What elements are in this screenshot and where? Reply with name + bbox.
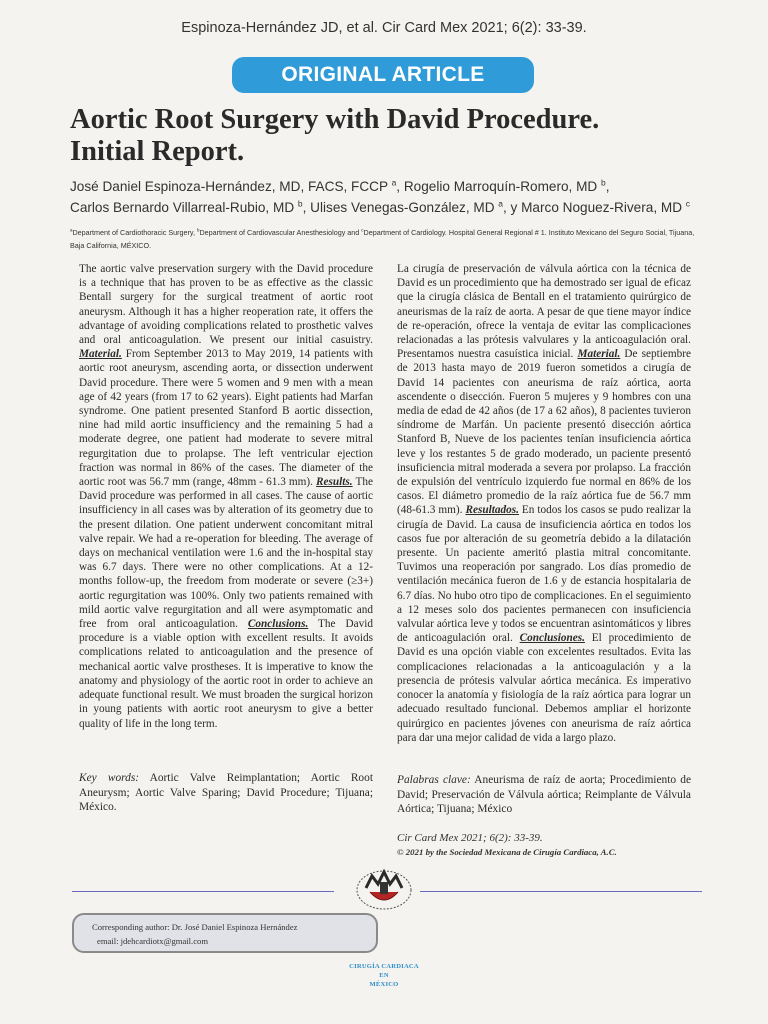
affiliation-marker: b bbox=[297, 198, 303, 209]
corresponding-email: email: jdehcardiotx@gmail.com bbox=[97, 936, 209, 946]
abstract-text: From September 2013 to May 2019, 14 patients with aortic root aneurysm, ascending aorta, or dissection underwent David procedure. There were 5 women and 9 men with a mean age of 42 years (from 17 to 62 years). Eight patients had Marfan syndrome. One patient presented Stanford B aortic dissection, nine had mild aortic insufficiency and the remaining 5 had a moderate degree, one patient had moderate to severe mitral regurgitation due to prolapse. The left ventricular ejection fraction was normal in 86% of the cases. The diameter of the aortic root was 56.7 mm (range, 48mm - 61.3 mm). bbox=[79, 348, 373, 489]
copyright-notice: © 2021 by the Sociedad Mexicana de Cirugía Cardiaca, A.C. bbox=[397, 847, 617, 857]
society-emblem-icon bbox=[354, 864, 414, 912]
author-list bbox=[70, 176, 720, 218]
author-text: , bbox=[605, 179, 610, 194]
footer-divider-left bbox=[72, 891, 334, 892]
keywords-text: Aortic Valve Reimplantation; Aortic Root Aneurysm; Aortic Valve Sparing; David Procedure; Tijuana; México. bbox=[79, 772, 373, 814]
affiliation-text: Department of Cardiovascular Anesthesiology and bbox=[199, 228, 362, 237]
journal-citation: Espinoza-Hernández JD, et al. Cir Card Mex 2021; 6(2): 33-39. bbox=[181, 20, 587, 36]
abstract-text: En todos los casos se pudo realizar la cirugía de David. La causa de insuficiencia aórtica en todos los casos fue por alteración de su geometría debido a la dilatación presente. Un paciente ameritó plastia mitral concomitante. Tuvimos una reoperación por sangrado. Los días promedio de ventilación mecánica fueron de 1.6 y de estancia hospitalaria de 6.7 días. No hubo otro tipo de complicaciones. En el seguimiento a 12 meses solo dos pacientes permanecen con insuficiencia valvular aórtica leve y todos se encuentran asintomáticos y libres de anticoagulación oral. bbox=[397, 504, 692, 645]
keywords-label: Key words: bbox=[79, 772, 140, 784]
author-text: Carlos Bernardo Villarreal-Rubio, MD bbox=[70, 200, 298, 215]
author-text: , Rogelio Marroquín-Romero, MD bbox=[396, 179, 602, 194]
abstract-english bbox=[79, 262, 373, 731]
affiliations bbox=[70, 226, 700, 252]
correspondence-box bbox=[72, 913, 378, 953]
affiliation-marker: b bbox=[197, 227, 200, 233]
journal-logo-text bbox=[318, 962, 450, 989]
abstract-text: La cirugía de preservación de válvula aórtica con la técnica de David es un procedimiento que ha demostrado ser igual de eficaz que la cirugía clásica de Bentall en el tratamiento quirúrgico de aneurismas de la raíz de aorta. A pesar de que tiene mayor índice de re-operación, ofrece la ventaja de evitar las complicaciones relacionadas a las prótesis valvulares y la anticoagulación oral. Presentamos nuestra casuística inicial. bbox=[397, 263, 691, 361]
abstract-text: The David procedure was performed in all cases. The cause of aortic insufficiency in all cases was by alteration of its geometry due to the present dilation. One patient underwent concomitant mitral valve repair. We had a re-operation for bleeding. The average of days on mechanical ventilation were 1.6 and the in-hospital stay was 6.7 days. There were no other complications. At a 12-months follow-up, the freedom from moderate or severe (≥3+) aortic regurgitation was 100%. Only two patients remained with mild aortic valve regurgitation and all were asymptomatic and free from oral anticoagulation. bbox=[79, 476, 373, 631]
abstract-text: El procedimiento de David es una opción viable con excelentes resultados. Evita las complicaciones relacionadas a la anticoagulación y a la presencia de prótesis valvular aórtica mecánica. Es imperativo conocer la anatomía y fisiología de la raíz aórtica para lograr un adecuado resultado funcional. Debemos ampliar el horizonte quirúrgico en pacientes jóvenes con aneurisma de raíz aórtica para dar una mejor calidad de vida a largo plazo. bbox=[397, 632, 691, 744]
affiliation-marker: c bbox=[685, 198, 691, 209]
material-heading: Material. bbox=[577, 348, 621, 361]
author-text: , Ulises Venegas-González, MD bbox=[302, 200, 499, 215]
results-heading: Resultados. bbox=[465, 504, 519, 517]
section-badge: ORIGINAL ARTICLE bbox=[232, 57, 534, 93]
corresponding-author: Corresponding author: Dr. José Daniel Espinoza Hernández bbox=[92, 922, 298, 932]
keywords-spanish bbox=[397, 773, 691, 817]
journal-logo-line: MÉXICO bbox=[369, 981, 399, 988]
title-line-1: Aortic Root Surgery with David Procedure. bbox=[70, 104, 600, 135]
keywords-text: Aneurisma de raíz de aorta; Procedimiento de David; Preservación de Válvula aórtica; Reimplante de Válvula Aórtica; Tijuana; México bbox=[397, 774, 692, 816]
keywords-english bbox=[79, 771, 373, 815]
footer-divider-right bbox=[420, 891, 702, 892]
abstract-text: De septiembre de 2013 hasta mayo de 2019 fueron sometidos a cirugía de David 14 pacientes con aneurisma de raíz aórtica, aorta ascendente o disección. Fueron 5 mujeres y 9 hombres con una media de edad de 42 años (de 17 a 62 años), 8 pacientes tuvieron síndrome de Marfán. Un paciente presentó disección aórtica Stanford B, Nueve de los pacientes tenían insuficiencia aórtica leve y los restantes 5 de grado moderado, un paciente presentó insuficiencia mitral moderada a severa por prolapso. La fracción de expulsión del ventrículo izquierdo fue normal en 86% de los casos. El diámetro promedio de la raíz aórtica fue de 56.7 mm (48-61.3 mm). bbox=[397, 348, 691, 517]
conclusions-heading: Conclusiones. bbox=[519, 632, 585, 645]
author-text: , y Marco Noguez-Rivera, MD bbox=[502, 200, 686, 215]
abstract-spanish bbox=[397, 262, 691, 745]
affiliation-text: Department of Cardiology. Hospital General Regional # 1. Instituto Mexicano del Seguro Social, Tijuana, Baja California, MÉXICO. bbox=[70, 228, 695, 250]
material-heading: Material. bbox=[79, 348, 122, 361]
article-title bbox=[70, 104, 710, 168]
affiliation-marker: a bbox=[70, 227, 73, 233]
affiliation-marker: b bbox=[601, 177, 606, 188]
affiliation-marker: c bbox=[361, 227, 364, 233]
abstract-text: The aortic valve preservation surgery with the David procedure is a technique that has proven to be as effective as the classic Bentall surgery for the surgical treatment of aortic root aneurysm. Although it has a higher reoperation rate, it offers the advantage of avoiding complications related to prosthetic valves and oral anticoagulation. We present our initial casuistry. bbox=[79, 263, 373, 347]
title-line-2: Initial Report. bbox=[70, 136, 245, 167]
author-text: José Daniel Espinoza-Hernández, MD, FACS, FCCP bbox=[70, 179, 392, 194]
journal-logo-line: CIRUGÍA CARDIACA bbox=[349, 963, 419, 970]
conclusions-heading: Conclusions. bbox=[247, 618, 309, 631]
abstract-text: The David procedure is a viable option with excellent results. It avoids complications related to anticoagulation and the presence of mechanical aortic valve prostheses. It is imperative to know the anatomy and physiology of the aortic root in order to achieve an adequate functional result. We must broaden the surgical horizon in young patients with aortic root aneurysm to give a better quality of life in the long term. bbox=[79, 618, 373, 730]
affiliation-marker: a bbox=[391, 177, 397, 188]
affiliation-marker: a bbox=[498, 198, 503, 209]
publication-citation: Cir Card Mex 2021; 6(2): 33-39. bbox=[397, 832, 543, 844]
journal-logo-line: EN bbox=[379, 972, 389, 979]
affiliation-text: Department of Cardiothoracic Surgery, bbox=[72, 228, 197, 237]
results-heading: Results. bbox=[316, 476, 353, 489]
keywords-label: Palabras clave: bbox=[397, 774, 471, 786]
